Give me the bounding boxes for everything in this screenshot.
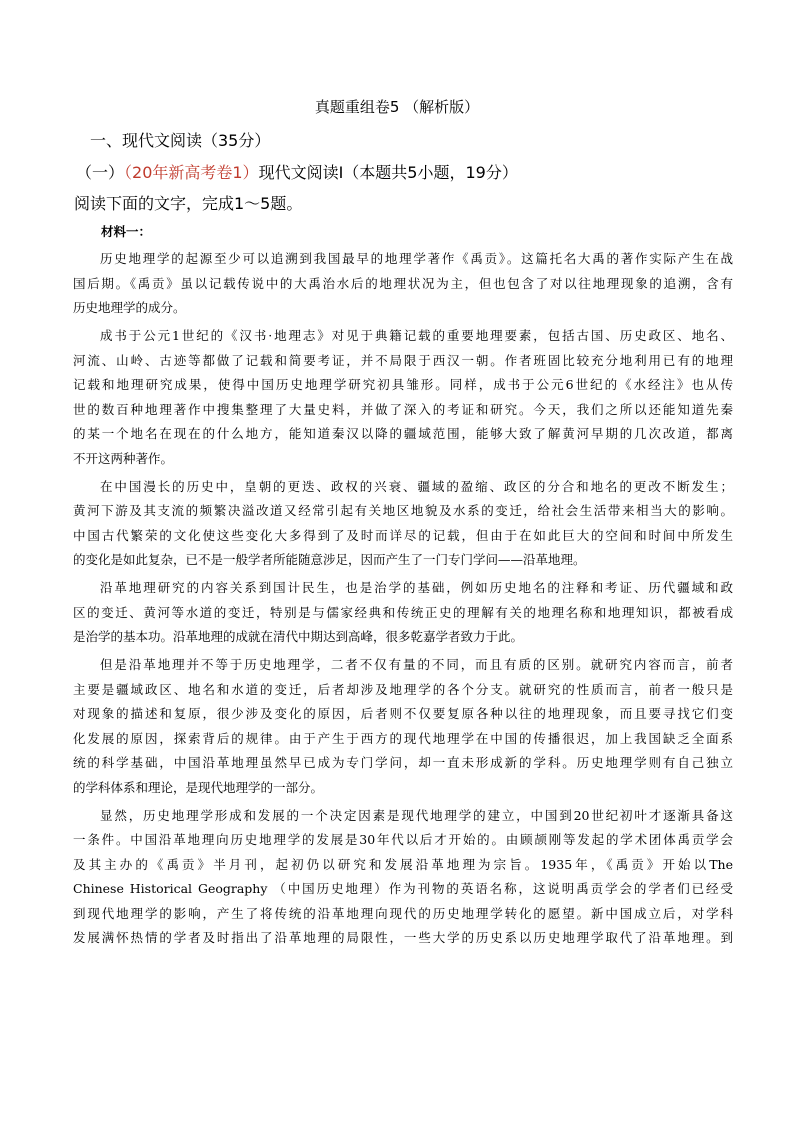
paragraph [73,475,733,573]
section-heading: 一、现代文阅读（35分） [90,131,271,150]
instruction-text: 阅读下面的文字，完成1～5题。 [74,194,303,213]
paragraph-line: 成书于公元1世纪的《汉书·地理志》对见于典籍记载的重要地理要素，包括古国、历史政区、地名、 [100,328,733,343]
paragraph-line: 发展满怀热情的学者及时指出了沿革地理的局限性，一些大学的历史系以历史地理学取代了沿革地理。到 [73,930,733,945]
paragraph-line: 对现象的描述和复原，很少涉及变化的原因，后者则不仅要复原各种以往的地理现象，而且要寻找它们变 [73,706,733,721]
paragraph-line: 历史地理学的成分。 [73,300,186,315]
paragraph [73,576,733,650]
paragraph-line: 但是沿革地理并不等于历史地理学，二者不仅有量的不同，而且有质的区别。就研究内容而言，前者 [100,657,733,672]
sub-heading-suffix: 现代文阅读Ⅰ（本题共5小题，19分） [258,163,518,182]
paragraph-line: 世的数百种地理著作中搜集整理了大量史料，并做了深入的考证和研究。今天，我们之所以还能知道先秦 [73,401,733,417]
paragraph-line: 的变化是如此复杂，已不是一般学者所能随意涉足，因而产生了一门专门学问——沿革地理。 [73,552,586,567]
paragraph-line: 区的变迁、黄河等水道的变迁，特别是与儒家经典和传统正史的理解有关的地理名称和地理知识，都被看成 [73,604,733,620]
sub-heading-source: （20年新高考卷1） [124,163,259,182]
paragraph-line: 主要是疆域政区、地名和水道的变迁，后者却涉及地理学的各个分支。就研究的性质而言，前者一般只是 [73,681,733,697]
material-label: 材料一： [101,224,152,239]
paragraph-line: 化发展的原因，探索背后的规律。由于产生于西方的现代地理学在中国的传播很迟，加上我国缺乏全面系 [73,730,733,746]
paragraph-line: 及其主办的《禹贡》半月刊，起初仍以研究和发展沿革地理为宗旨。1935年，《禹贡》开始以The [73,856,733,872]
paragraph-line: 不开这两种著作。 [73,450,174,466]
paragraph-line: 到现代地理学的影响，产生了将传统的沿革地理向现代的历史地理学转化的愿望。新中国成立后，对学科 [73,905,733,921]
paragraph-line: 中国古代繁荣的文化使这些变化大多得到了及时而详尽的记载，但由于在如此巨大的空间和时间中所发生 [73,527,733,543]
passage-body [73,247,733,954]
paragraph-line: 的某一个地名在现在的什么地方，能知道秦汉以降的疆域范围，能够大致了解黄河早期的几次改道，都离 [73,426,733,441]
paragraph-line: 沿革地理研究的内容关系到国计民生，也是治学的基础，例如历史地名的注释和考证、历代疆域和政 [100,580,733,595]
page-title: 真题重组卷5 （解析版） [314,98,480,116]
sub-heading [76,160,518,183]
paragraph-line: 统的科学基础，中国沿革地理虽然早已成为专门学问，却一直未形成新的学科。历史地理学则有自己独立 [73,755,733,770]
paragraph-line: 一条件。中国沿革地理向历史地理学的发展是30年代以后才开始的。由顾颉刚等发起的学术团体禹贡学会 [73,832,733,847]
paragraph-line: 历史地理学的起源至少可以追溯到我国最早的地理学著作《禹贡》。这篇托名大禹的著作实际产生在战 [100,251,733,266]
paragraph [73,247,733,321]
sub-heading-prefix: （一） [76,163,125,182]
paragraph-line: 在中国漫长的历史中，皇朝的更迭、政权的兴衰、疆域的盈缩、政区的分合和地名的更改不断发生； [100,478,733,494]
paragraph-line: 黄河下游及其支流的频繁决溢改道又经常引起有关地区地貌及水系的变迁，给社会生活带来相当大的影响。 [73,503,733,518]
paragraph [73,324,733,471]
paragraph [73,804,733,951]
paragraph-line: 是治学的基本功。沿革地理的成就在清代中期达到高峰，很多乾嘉学者致力于此。 [73,629,524,644]
paragraph [73,653,733,800]
paragraph-line: 的学科体系和理论，是现代地理学的一部分。 [73,779,324,795]
paragraph-line: 显然，历史地理学形成和发展的一个决定因素是现代地理学的建立，中国到20世纪初叶才逐渐具备这 [100,807,733,823]
paragraph-line: 记载和地理研究成果，使得中国历史地理学研究初具雏形。同样，成书于公元6世纪的《水经注》也从传 [73,377,733,392]
paragraph-line: 国后期。《禹贡》虽以记载传说中的大禹治水后的地理状况为主，但也包含了对以往地理现象的追溯，含有 [73,275,733,291]
paragraph-line: 河流、山岭、古迹等都做了记载和简要考证，并不局限于西汉一朝。作者班固比较充分地利用已有的地理 [73,352,733,368]
paragraph-line: Chinese Historical Geography （中国历史地理）作为刊物的英语名称，这说明禹贡学会的学者们已经受 [73,881,733,896]
